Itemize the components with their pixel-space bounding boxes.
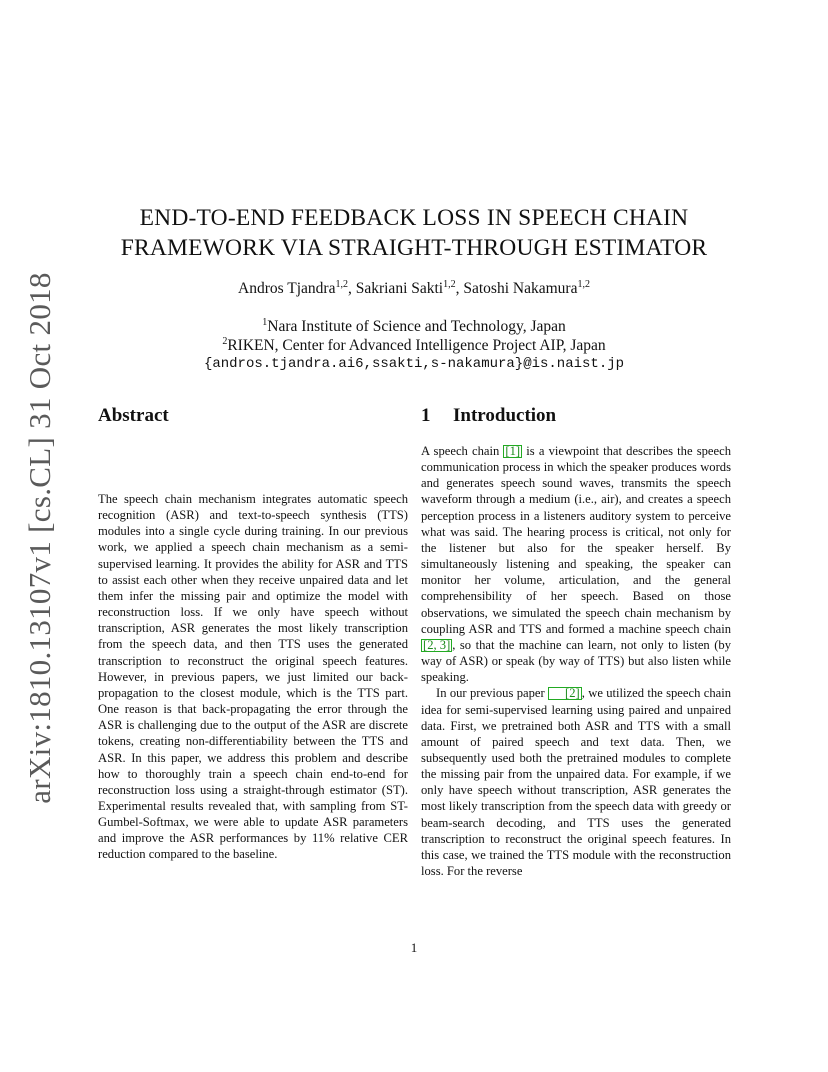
affiliations [0, 317, 828, 374]
citation-link[interactable]: [2, 3] [423, 637, 451, 652]
page-number: 1 [410, 940, 418, 955]
text-run: In our previous paper [436, 686, 549, 701]
author-list [0, 280, 828, 298]
citation-link[interactable]: [2] [548, 687, 582, 700]
abstract-heading: Abstract [98, 405, 169, 426]
title-line-2: FRAMEWORK VIA STRAIGHT-THROUGH ESTIMATOR [120, 235, 708, 261]
author-separator: , [455, 280, 464, 297]
introduction-heading [421, 405, 556, 427]
abstract-body [98, 491, 408, 863]
text-run: , so that the machine can learn, not only to listen (by way of ASR) or speak (by way of TTS) but also listen while speaking. [421, 637, 731, 685]
citation-link[interactable]: [1] [505, 444, 521, 458]
author-emails[interactable]: {andros.tjandra.ai6,ssakti,s-nakamura}@is.naist.jp [203, 356, 625, 372]
paper-title [0, 203, 828, 263]
title-line-1: END-TO-END FEEDBACK LOSS IN SPEECH CHAIN [139, 205, 689, 231]
affiliation-line [0, 317, 828, 336]
text-run: is a viewpoint that describes the speech communication process in which the speaker produces words and generates speech sound waves, transmits the speech waveform through a medium (i.e., air), and creates a speech perception process in a listeners auditory system to perceive what was said. The hearing process is critical, not only for the listener but also for the speaker herself. By simultaneously listening and speaking, the speaker can monitor her volume, articulation, and the general comprehensibility of her speech. Based on those observations, we simulated the speech chain mechanism by coupling ASR and TTS and formed a machine speech chain [421, 444, 731, 636]
author-name: Andros Tjandra [238, 280, 336, 297]
abstract-paragraph: The speech chain mechanism integrates automatic speech recognition (ASR) and text-to-speech synthesis (TTS) modules into a single cycle during training. In our previous work, we applied a speech chain mechanism as a semi-supervised learning. It provides the ability for ASR and TTS to assist each other when they receive unpaired data and let them infer the missing pair and optimize the model with reconstruction loss. If we only have speech without transcription, ASR generates the most likely transcription from the speech data, and then TTS uses the generated transcription to reconstruct the original speech features. However, in previous papers, we just limited our back-propagation to the closest module, which is the TTS part. One reason is that back-propagating the error through the ASR is challenging due to the output of the ASR are discrete tokens, creating non-differentiability between the TTS and ASR. In this paper, we address this problem and describe how to thoroughly train a speech chain end-to-end for reconstruction loss using a straight-through estimator (ST). Experimental results revealed that, with sampling from ST-Gumbel-Softmax, we were able to update ASR parameters and improve the ASR performances by 11% relative CER reduction compared to the baseline. [98, 492, 408, 862]
section-number: 1 [421, 405, 431, 426]
introduction-body [421, 443, 731, 879]
affiliation-line [0, 336, 828, 355]
affiliation-mark: 1 [262, 317, 268, 328]
affiliation-mark: 2 [222, 336, 228, 347]
intro-paragraph-2 [421, 685, 731, 879]
affiliation-text: RIKEN, Center for Advanced Intelligence Project AIP, Japan [227, 337, 606, 354]
author-affiliation-mark: 1,2 [443, 279, 456, 290]
author-affiliation-mark: 1,2 [335, 279, 348, 290]
affiliation-text: Nara Institute of Science and Technology, Japan [267, 318, 566, 335]
section-title-text: Introduction [453, 405, 557, 426]
author-name: Satoshi Nakamura [463, 280, 578, 297]
intro-paragraph-1 [421, 443, 731, 685]
author-affiliation-mark: 1,2 [577, 279, 590, 290]
text-run: , we utilized the speech chain idea for semi-supervised learning using paired and unpaired data. First, we pretrained both ASR and TTS with a small amount of paired speech and text data. Then, we subsequently used both the pretrained modules to complete the missing pair from the unpaired data. For example, if we only have speech without transcription, ASR generates the most likely transcription from the speech data with greedy or beam-search decoding, and TTS uses the generated transcription to reconstruct the original speech features. In this case, we trained the TTS module with the reconstruction loss. For the reverse [421, 686, 731, 879]
arxiv-identifier: arXiv:1810.13107v1 [cs.CL] 31 Oct 2018 [22, 272, 57, 804]
author-name: Sakriani Sakti [355, 280, 444, 297]
author-separator: , [347, 280, 356, 297]
text-run: A speech chain [421, 444, 504, 458]
